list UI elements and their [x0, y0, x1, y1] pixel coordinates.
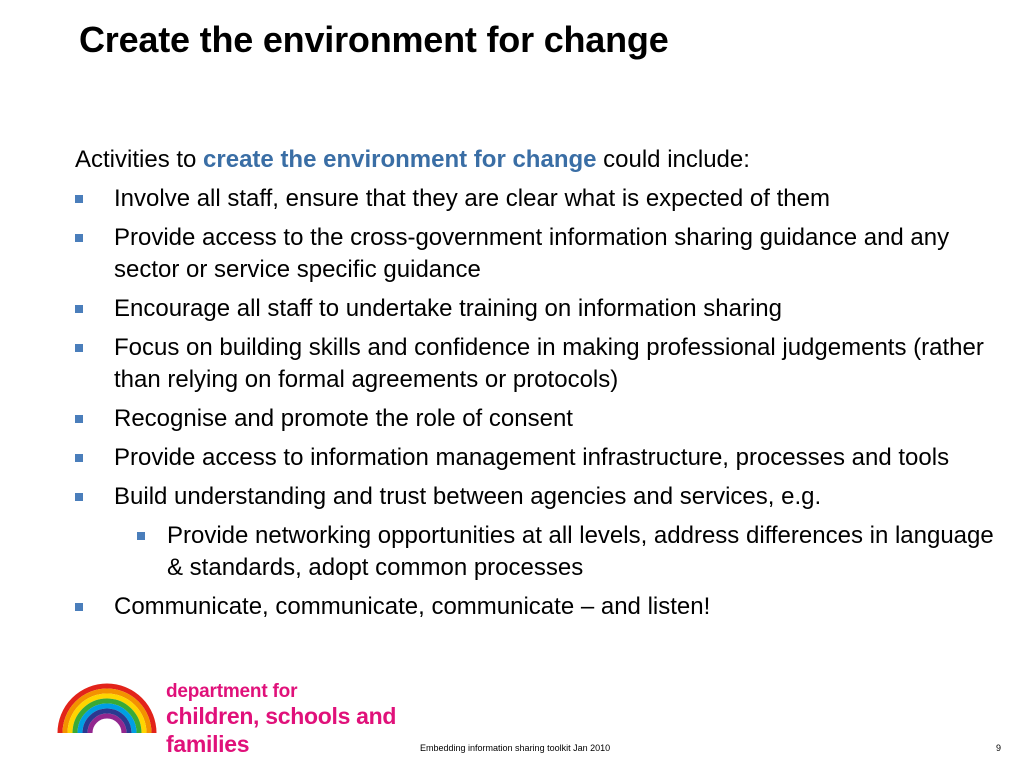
bullet-text: Provide access to information management infrastructure, processes and tools: [114, 444, 950, 471]
bullet-text: Build understanding and trust between agencies and services, e.g.: [114, 483, 822, 510]
bullet-item: [75, 183, 995, 215]
bullet-item: [75, 442, 995, 474]
square-bullet-icon: [75, 415, 83, 423]
bullet-item: [75, 591, 995, 623]
square-bullet-icon: [75, 603, 83, 611]
square-bullet-icon: [137, 532, 145, 540]
intro-before: Activities to: [75, 146, 204, 173]
square-bullet-icon: [75, 493, 83, 501]
bullet-list: [75, 183, 995, 623]
logo-line-2: children, schools and families: [166, 703, 397, 757]
slide-title: Create the environment for change: [79, 19, 669, 60]
rainbow-icon: [57, 683, 157, 737]
square-bullet-icon: [75, 454, 83, 462]
page-number: 9: [996, 743, 1002, 753]
bullet-text: Communicate, communicate, communicate – and listen!: [114, 593, 711, 620]
square-bullet-icon: [75, 234, 83, 242]
intro-after: could include:: [596, 146, 750, 173]
square-bullet-icon: [75, 344, 83, 352]
bullet-text: Focus on building skills and confidence in making professional judgements (rather than relying on formal agreements or protocols): [114, 334, 984, 393]
slide-body: [75, 143, 995, 630]
bullet-text: Provide networking opportunities at all levels, address differences in language & standards, adopt common processes: [167, 522, 994, 581]
intro-text: [75, 143, 995, 177]
footer-text: Embedding information sharing toolkit Jan 2010: [420, 743, 611, 753]
dcsf-logo: [57, 681, 457, 757]
bullet-text: Recognise and promote the role of consent: [114, 405, 573, 432]
bullet-item: [75, 332, 995, 396]
square-bullet-icon: [75, 195, 83, 203]
logo-wordmark: [166, 681, 457, 758]
square-bullet-icon: [75, 305, 83, 313]
intro-highlight: create the environment for change: [203, 146, 597, 173]
sub-bullet-item: [75, 520, 995, 584]
bullet-text: Provide access to the cross-government information sharing guidance and any sector or service specific guidance: [114, 224, 950, 283]
bullet-item: [75, 403, 995, 435]
bullet-text: Encourage all staff to undertake training on information sharing: [114, 295, 782, 322]
bullet-item: [75, 222, 995, 286]
bullet-item: [75, 481, 995, 513]
bullet-item: [75, 293, 995, 325]
logo-line-1: department for: [166, 681, 298, 702]
bullet-text: Involve all staff, ensure that they are clear what is expected of them: [114, 185, 830, 212]
